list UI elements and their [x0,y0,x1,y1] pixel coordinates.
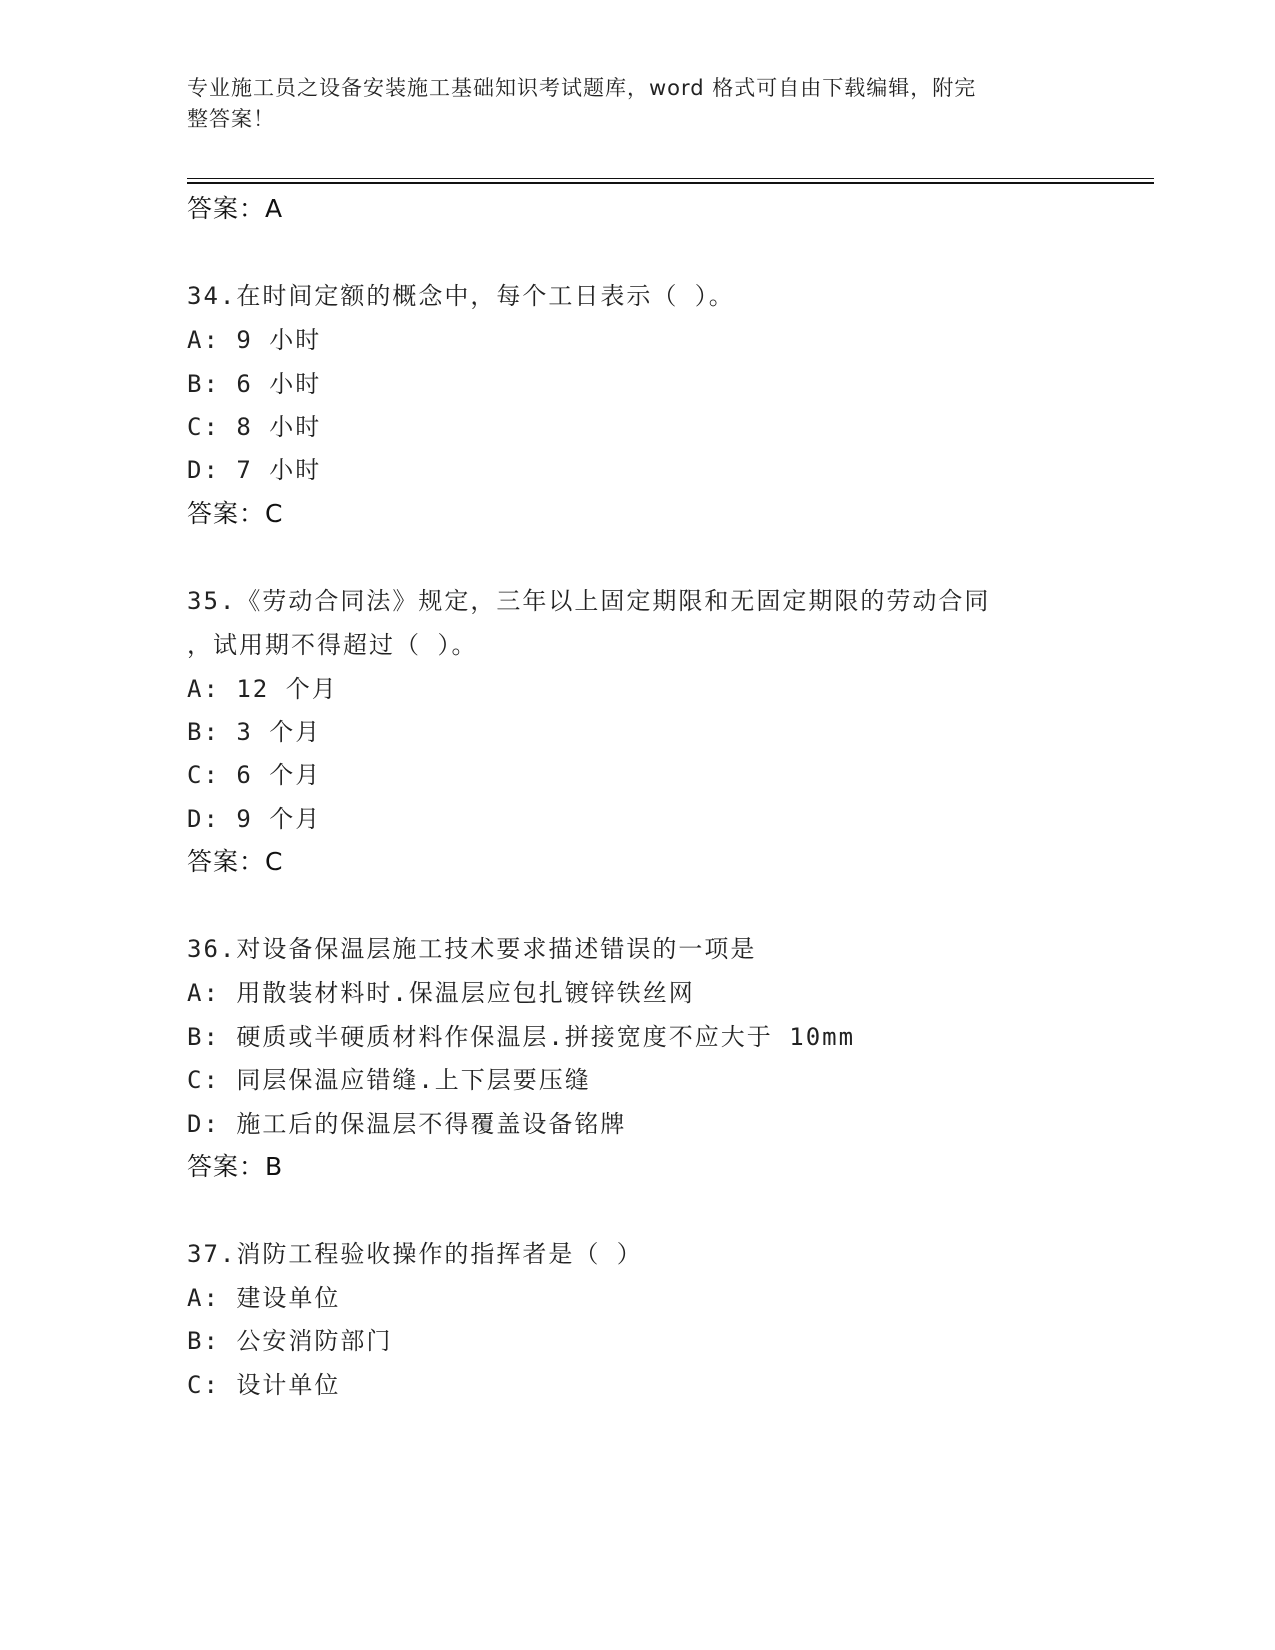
question-35-option-d: D: 9 个月 [187,805,322,833]
question-34-text: 34.在时间定额的概念中，每个工日表示（ ）。 [187,282,735,310]
question-36-option-c: C: 同层保温应错缝.上下层要压缝 [187,1066,591,1094]
question-37-option-a: A: 建设单位 [187,1284,341,1312]
header-line-1: 专业施工员之设备安装施工基础知识考试题库，word 格式可自由下载编辑，附完 [187,76,977,100]
question-34-option-d: D: 7 小时 [187,456,322,484]
question-34-option-a: A: 9 小时 [187,326,322,354]
question-36-option-a: A: 用散装材料时.保温层应包扎镀锌铁丝网 [187,979,695,1007]
question-35-text-cont: ，试用期不得超过（ ）。 [187,631,478,659]
question-36-option-b: B: 硬质或半硬质材料作保温层.拼接宽度不应大于 10mm [187,1023,856,1051]
question-35-option-a: A: 12 个月 [187,675,338,703]
question-36-text: 36.对设备保温层施工技术要求描述错误的一项是 [187,935,757,963]
question-37-option-c: C: 设计单位 [187,1371,341,1399]
question-35-answer: 答案：C [187,847,284,876]
previous-answer: 答案：A [187,194,284,223]
question-35-text: 35.《劳动合同法》规定，三年以上固定期限和无固定期限的劳动合同 [187,587,991,615]
document-header [187,73,1067,135]
question-36-answer: 答案：B [187,1152,284,1181]
question-37-option-b: B: 公安消防部门 [187,1327,393,1355]
question-34-option-b: B: 6 小时 [187,370,322,398]
question-37-text: 37.消防工程验收操作的指挥者是（ ） [187,1240,643,1268]
header-line-2: 整答案！ [187,107,275,131]
question-34-option-c: C: 8 小时 [187,413,322,441]
header-divider-thin [187,178,1154,179]
question-35-option-b: B: 3 个月 [187,718,322,746]
question-35-option-c: C: 6 个月 [187,761,322,789]
question-36-option-d: D: 施工后的保温层不得覆盖设备铭牌 [187,1110,627,1138]
question-34-answer: 答案：C [187,499,284,528]
header-divider-thick [187,182,1154,184]
